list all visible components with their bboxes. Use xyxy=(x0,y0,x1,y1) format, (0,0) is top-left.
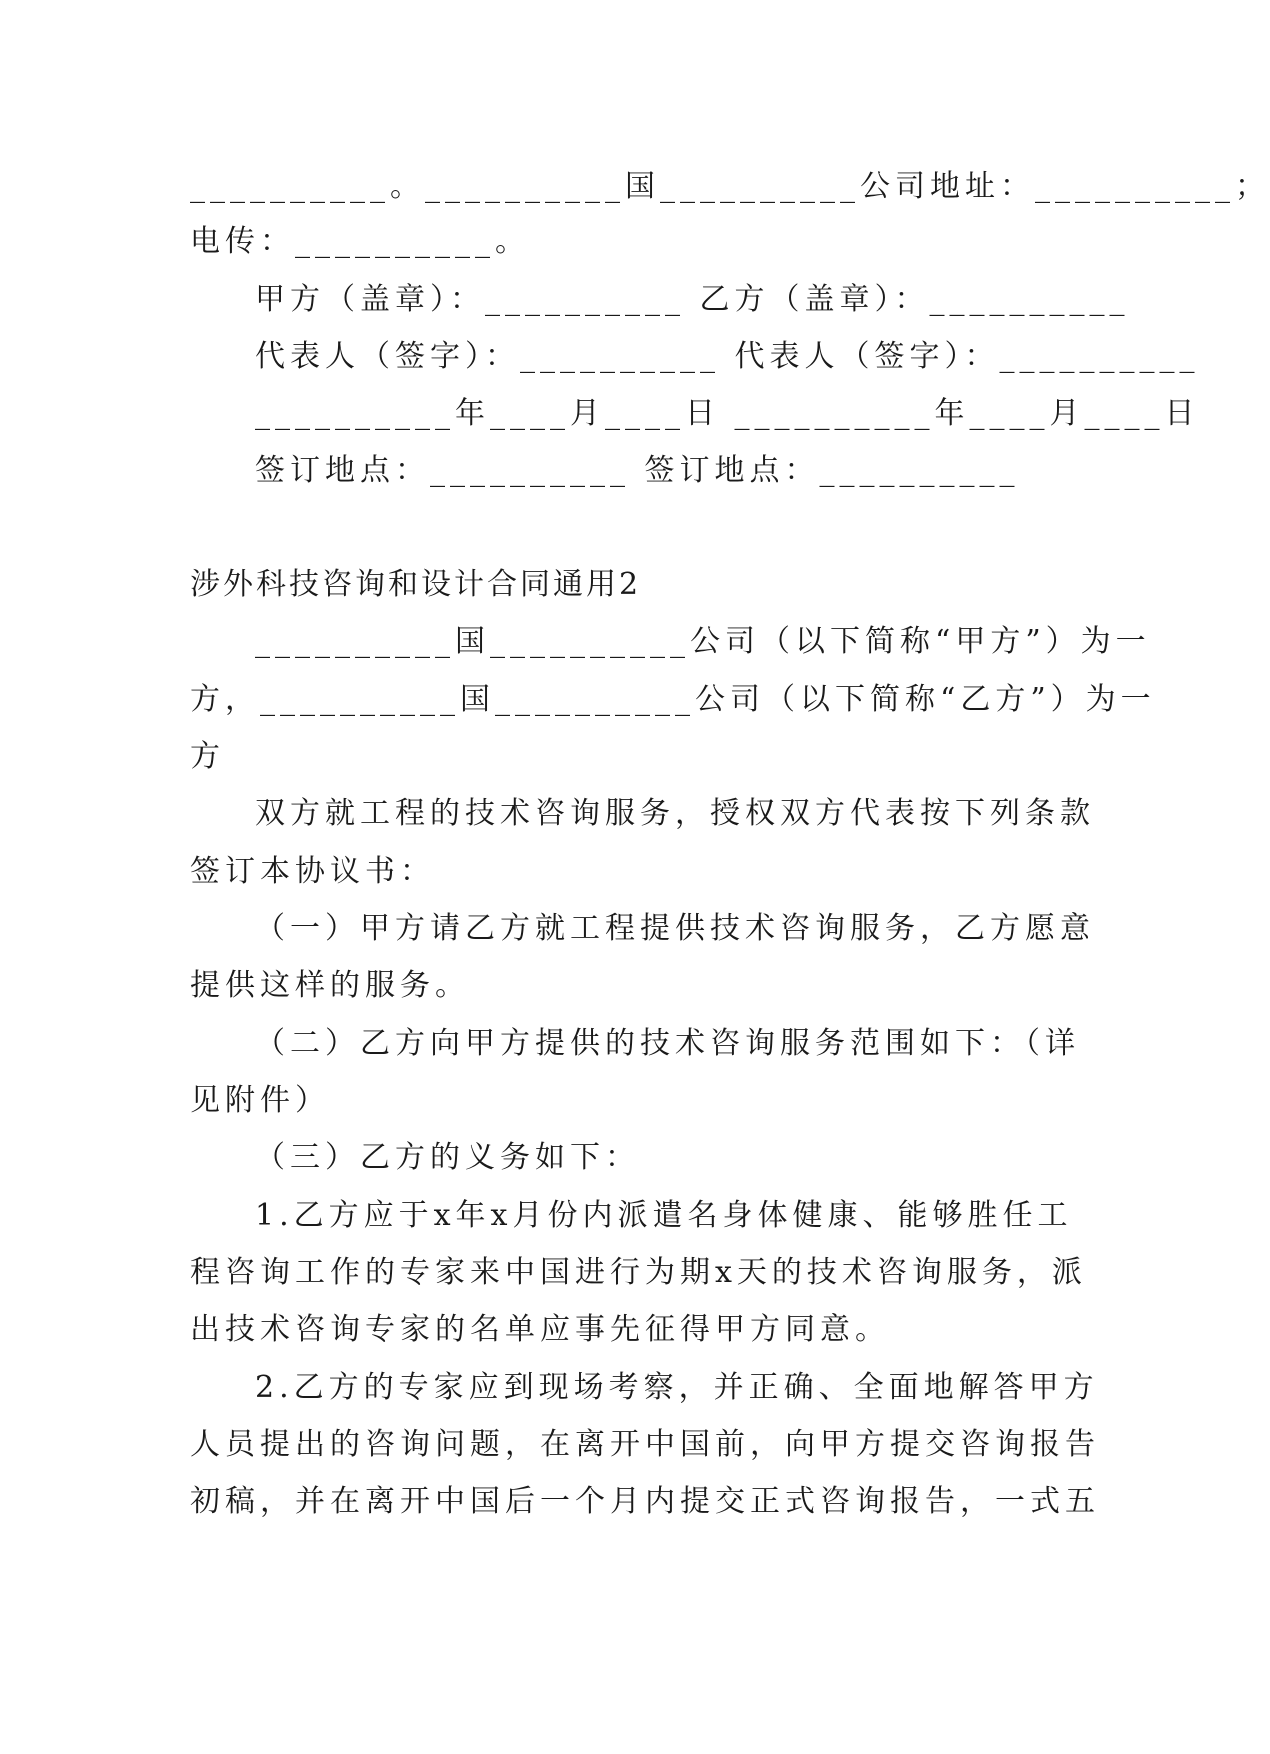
text-line: 电传：__________。 xyxy=(190,224,530,259)
signature-line-date: __________年____月____日 __________年____月____日 xyxy=(255,396,1200,431)
signature-line-place: 签订地点：__________ 签订地点：__________ xyxy=(255,453,1020,488)
item-line: 出技术咨询专家的名单应事先征得甲方同意。 xyxy=(190,1312,890,1347)
clause-line: （三）乙方的义务如下： xyxy=(255,1140,640,1175)
signature-line-representative: 代表人（签字）：__________ 代表人（签字）：__________ xyxy=(255,339,1200,374)
clause-line: （二）乙方向甲方提供的技术咨询服务范围如下：（详 xyxy=(255,1026,1080,1061)
item-line: 程咨询工作的专家来中国进行为期x天的技术咨询服务，派 xyxy=(190,1255,1087,1290)
item-line: 初稿，并在离开中国后一个月内提交正式咨询报告，一式五 xyxy=(190,1484,1100,1519)
paragraph-line: 方 xyxy=(190,739,225,774)
clause-line: 提供这样的服务。 xyxy=(190,968,470,1003)
clause-line: （一）甲方请乙方就工程提供技术咨询服务，乙方愿意 xyxy=(255,911,1095,946)
item-line: 2.乙方的专家应到现场考察，并正确、全面地解答甲方 xyxy=(255,1370,1099,1405)
clause-line: 见附件） xyxy=(190,1083,330,1118)
item-line: 人员提出的咨询问题，在离开中国前，向甲方提交咨询报告 xyxy=(190,1427,1100,1462)
text-line: __________。__________国__________公司地址：__________； xyxy=(190,169,1270,204)
paragraph-line: 双方就工程的技术咨询服务，授权双方代表按下列条款 xyxy=(255,796,1095,831)
paragraph-line: __________国__________公司（以下简称“甲方”）为一 xyxy=(255,624,1151,659)
section-title: 涉外科技咨询和设计合同通用2 xyxy=(190,567,642,602)
paragraph-line: 方，__________国__________公司（以下简称“乙方”）为一 xyxy=(190,682,1156,717)
item-line: 1.乙方应于x年x月份内派遣名身体健康、能够胜任工 xyxy=(255,1198,1073,1233)
signature-line-seal: 甲方（盖章）：__________ 乙方（盖章）：__________ xyxy=(255,282,1130,317)
paragraph-line: 签订本协议书： xyxy=(190,854,435,889)
